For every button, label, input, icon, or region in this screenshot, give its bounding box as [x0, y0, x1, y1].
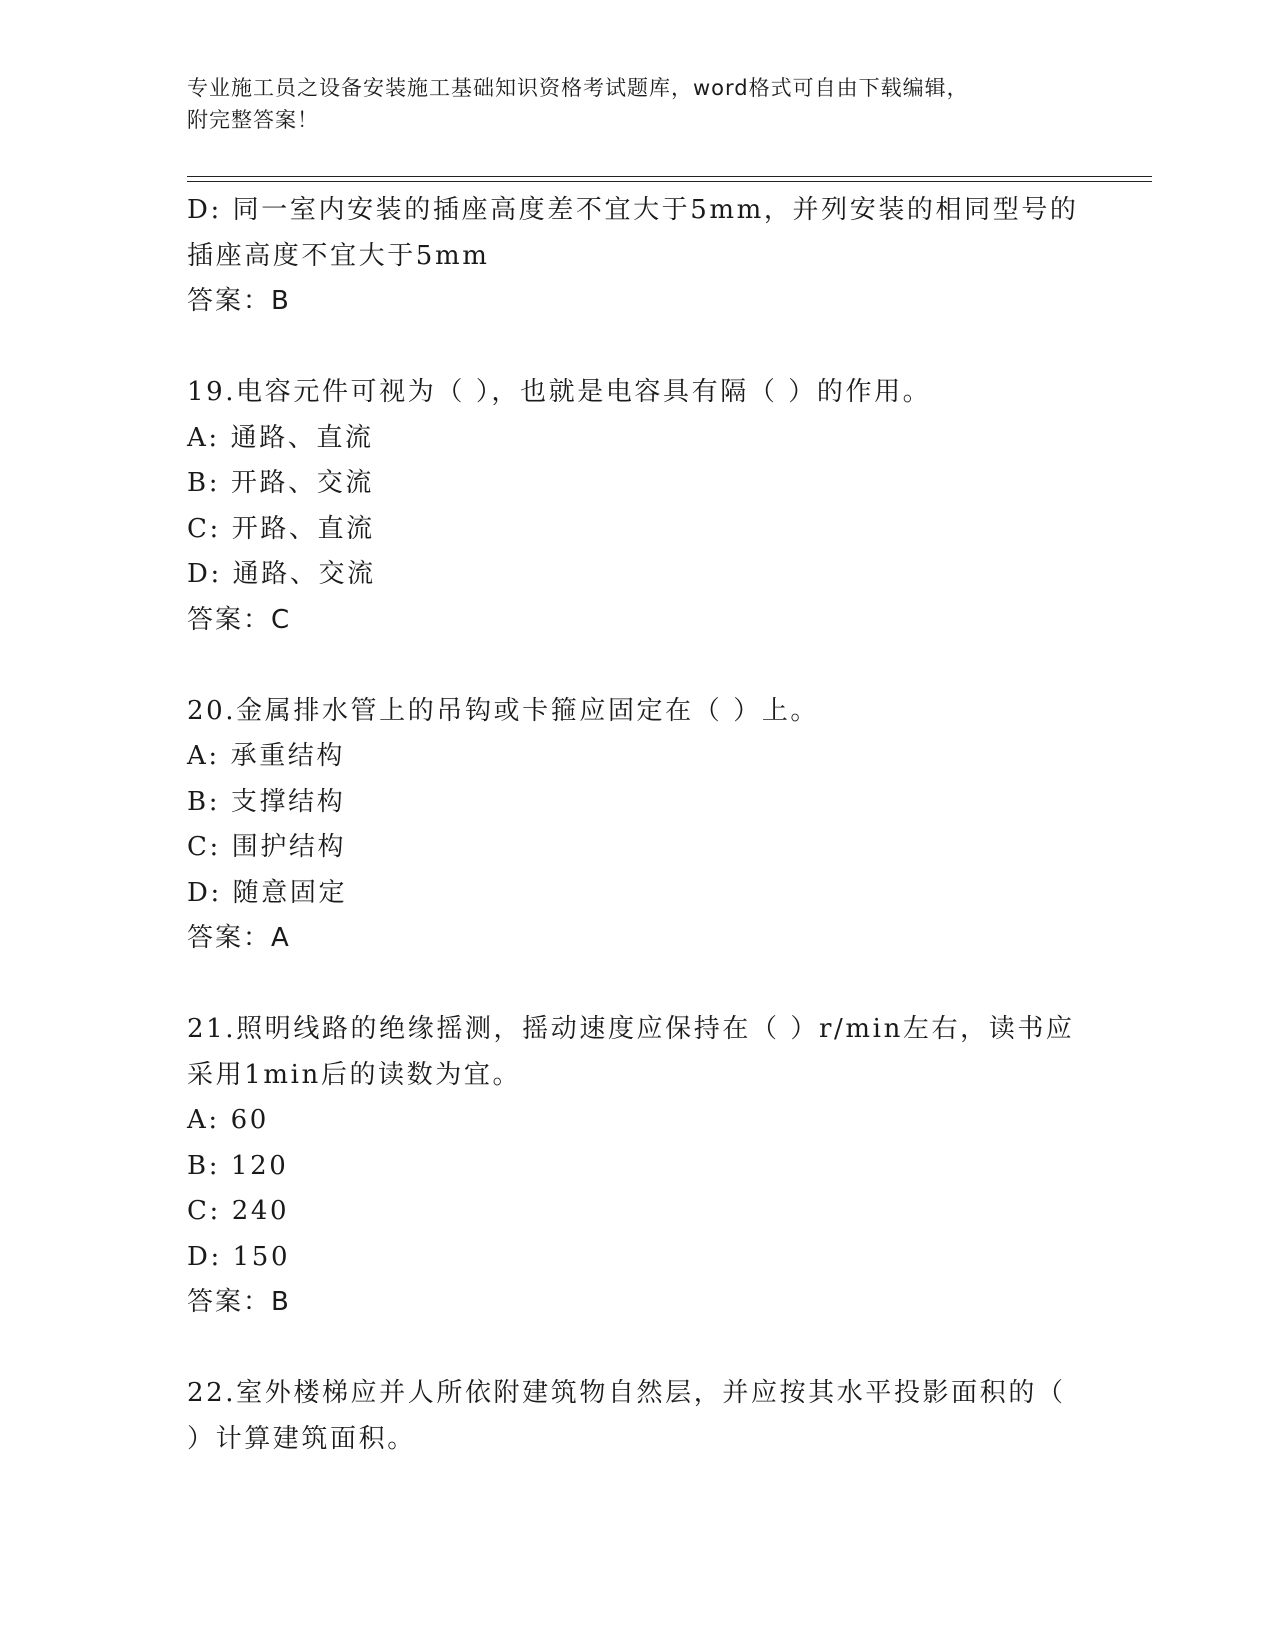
spacer [187, 643, 1087, 689]
question-stem-continued: ）计算建筑面积。 [187, 1423, 416, 1454]
spacer [187, 962, 1087, 1008]
document-header [187, 72, 1067, 136]
option-b: B: 120 [187, 1150, 289, 1181]
question-19 [187, 370, 1087, 643]
question-stem: 20.金属排水管上的吊钩或卡箍应固定在（ ）上。 [187, 695, 820, 726]
answer-line: 答案：B [187, 1287, 291, 1317]
header-rule-bottom [187, 181, 1152, 182]
option-d: D: 通路、交流 [187, 559, 376, 589]
spacer [187, 325, 1087, 371]
answer-line: 答案：C [187, 604, 292, 635]
option-a: A: 60 [187, 1105, 269, 1135]
question-stem: 22.室外楼梯应并人所依附建筑物自然层，并应按其水平投影面积的（ [187, 1378, 1066, 1408]
option-c: C: 开路、直流 [187, 513, 375, 544]
spacer [187, 1326, 1087, 1372]
header-rule-top [187, 176, 1152, 177]
option-d: D: 随意固定 [187, 877, 348, 908]
header-line-1: 专业施工员之设备安装施工基础知识资格考试题库，word格式可自由下载编辑， [187, 76, 969, 100]
option-d: D: 同一室内安装的插座高度差不宜大于5mm，并列安装的相同型号的 [187, 195, 1079, 225]
question-stem: 19.电容元件可视为（ ），也就是电容具有隔（ ）的作用。 [187, 377, 932, 407]
question-20 [187, 689, 1087, 962]
question-21 [187, 1007, 1087, 1326]
option-b: B: 开路、交流 [187, 468, 374, 498]
option-c: C: 围护结构 [187, 832, 347, 862]
question-22 [187, 1371, 1087, 1462]
option-a: A: 通路、直流 [187, 422, 374, 453]
question-stem-continued: 采用1min后的读数为宜。 [187, 1059, 522, 1090]
option-c: C: 240 [187, 1196, 290, 1226]
header-line-2: 附完整答案！ [187, 108, 319, 132]
answer-line: 答案：B [187, 286, 291, 316]
question-18-tail [187, 188, 1087, 325]
option-d-continued: 插座高度不宜大于5mm [187, 240, 490, 271]
option-a: A: 承重结构 [187, 741, 346, 771]
answer-line: 答案：A [187, 923, 291, 953]
question-stem: 21.照明线路的绝缘摇测，摇动速度应保持在（ ）r/min左右，读书应 [187, 1014, 1075, 1044]
document-content [187, 188, 1087, 1462]
option-d: D: 150 [187, 1241, 291, 1272]
option-b: B: 支撑结构 [187, 786, 346, 817]
